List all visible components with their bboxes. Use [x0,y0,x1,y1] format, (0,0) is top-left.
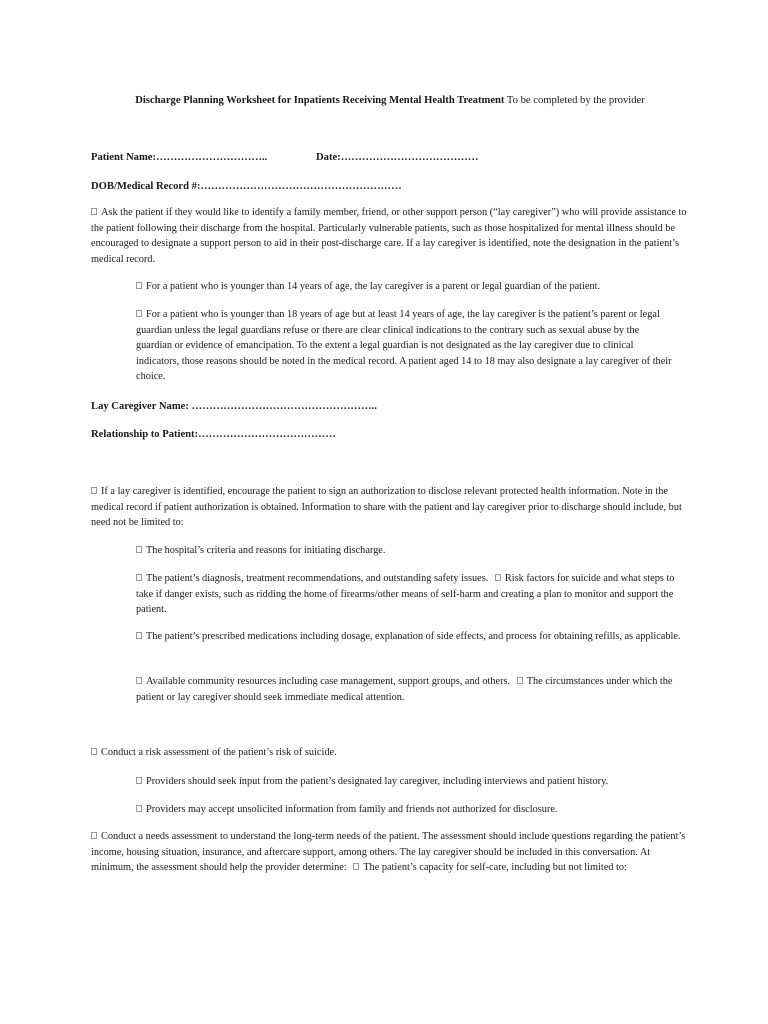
list-item [91,829,691,876]
paragraph-text: Conduct a risk assessment of the patient’s risk of suicide. [101,747,337,758]
checkbox-icon[interactable] [136,805,142,812]
paragraph-text: Available community resources including case management, support groups, and others. [146,676,511,687]
paragraph-text: Providers may accept unsolicited information from family and friends not authorized for disclosure. [146,804,558,815]
checkbox-icon[interactable] [91,487,97,494]
checkbox-icon[interactable] [495,574,501,581]
checkbox-icon[interactable] [91,748,97,755]
paragraph-text: Providers should seek input from the patient’s designated lay caregiver, including interviews and patient history. [146,776,609,787]
list-item [136,279,686,295]
checkbox-icon[interactable] [353,863,359,870]
checkbox-icon[interactable] [91,208,97,215]
paragraph-text: Ask the patient if they would like to identify a family member, friend, or other support person (“lay caregiver”) who will provide assistance to the patient following their discharge from the hospital. Particularly vulnerable patients, such as those hospitalized for mental illness should be encouraged to designate a support person to aid in their post-discharge care. If a lay caregiver is identified, note the designation in the patient’s medical record. [91,207,687,265]
checkbox-icon[interactable] [136,310,142,317]
checkbox-icon[interactable] [136,777,142,784]
checkbox-icon[interactable] [136,677,142,684]
list-item [136,307,676,385]
title-subtitle: To be completed by the provider [506,95,645,106]
list-item [136,674,681,705]
checkbox-icon[interactable] [136,632,142,639]
list-item [136,802,696,818]
checkbox-icon[interactable] [136,282,142,289]
paragraph-text: For a patient who is younger than 14 years of age, the lay caregiver is a parent or legal guardian of the patient. [146,281,601,292]
relationship-to-patient-field[interactable]: Relationship to Patient:………………………………… [91,429,336,440]
list-item [91,484,691,531]
date-field[interactable]: Date:………………………………… [316,152,479,163]
title-bold: Discharge Planning Worksheet for Inpatients Receiving Mental Health Treatment [135,95,505,106]
page-title [60,94,720,108]
paragraph-text: If a lay caregiver is identified, encourage the patient to sign an authorization to disclose relevant protected health information. Note in the medical record if patient authorization is obtained. Information to share with the patient and lay caregiver prior to discharge should include, but need not be limited to: [91,486,682,528]
paragraph-text: The patient’s prescribed medications including dosage, explanation of side effects, and process for obtaining refills, as applicable. [146,631,681,642]
dob-medical-record-field[interactable]: DOB/Medical Record #:………………………………………………… [91,181,402,192]
list-item [136,774,696,790]
checkbox-icon[interactable] [136,546,142,553]
list-item [91,205,691,267]
patient-name-field[interactable]: Patient Name:………………………….. [91,152,268,163]
list-item [91,745,691,761]
list-item [136,571,681,618]
lay-caregiver-name-field[interactable]: Lay Caregiver Name: …………………………………………….. [91,401,377,412]
list-item [136,543,686,559]
paragraph-text: For a patient who is younger than 18 years of age but at least 14 years of age, the lay caregiver is the patient’s parent or legal guardian unless the legal guardians refuse or there are clear clinical indications to the contrary such as sexual abuse by the guardian or evidence of emancipation. To the extent a legal guardian is not designated as the lay caregiver due to clinical indicators, those reasons should be noted in the medical record. A patient aged 14 to 18 may also designate a lay caregiver of their choice. [136,309,672,382]
checkbox-icon[interactable] [91,832,97,839]
paragraph-text: The patient’s diagnosis, treatment recommendations, and outstanding safety issues. [146,573,489,584]
paragraph-text: The hospital’s criteria and reasons for initiating discharge. [146,545,386,556]
checkbox-icon[interactable] [136,574,142,581]
paragraph-text: Conduct a needs assessment to understand the long-term needs of the patient. The assessment should include questions regarding the patient’s income, housing situation, insurance, and aftercare support, among others. The lay caregiver should be included in this conversation. At minimum, the assessment should help the provider determine: [91,831,686,873]
checkbox-icon[interactable] [517,677,523,684]
paragraph-text: The circumstances under which the patient or lay caregiver should seek immediate medical attention. [136,676,673,703]
paragraph-text: The patient’s capacity for self-care, including but not limited to: [363,862,627,873]
paragraph-text: Risk factors for suicide and what steps to take if danger exists, such as ridding the home of firearms/other means of self-harm and creating a plan to monitor and support the patient. [136,573,675,615]
list-item [136,629,681,645]
